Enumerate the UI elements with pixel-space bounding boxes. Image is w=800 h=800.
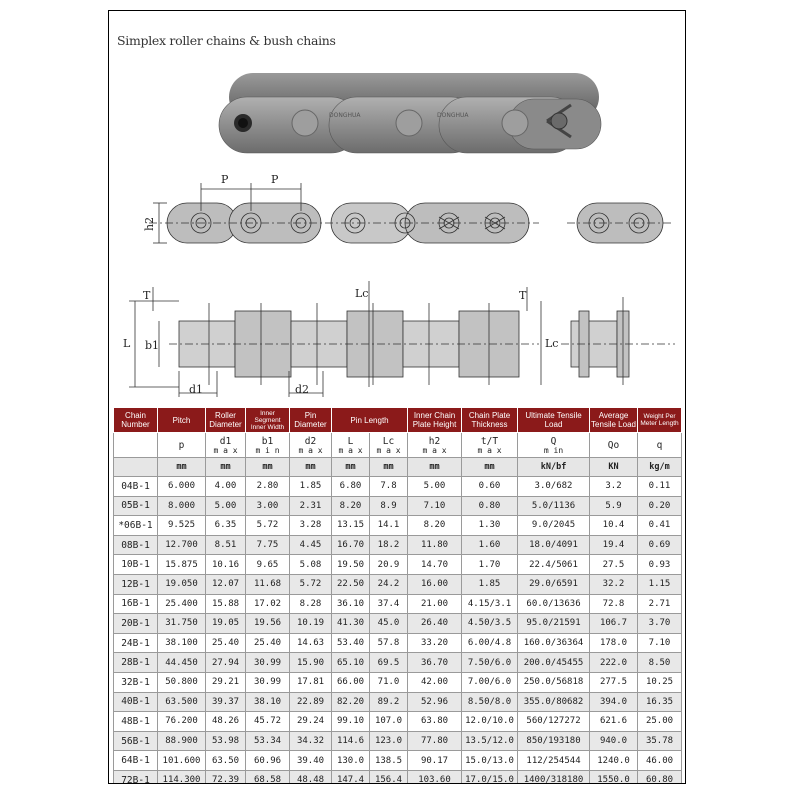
unit-cell: mm bbox=[158, 458, 206, 477]
chain-number-cell: 32B-1 bbox=[114, 672, 158, 692]
table-cell: 106.7 bbox=[590, 614, 638, 634]
table-row bbox=[114, 692, 682, 712]
table-cell: 30.99 bbox=[246, 653, 290, 673]
table-cell: 22.50 bbox=[332, 574, 370, 594]
table-cell: 11.80 bbox=[408, 535, 462, 555]
label-lc-mid: Lc bbox=[355, 287, 369, 300]
unit-cell: mm bbox=[370, 458, 408, 477]
unit-cell: KN bbox=[590, 458, 638, 477]
symbol-cell bbox=[332, 433, 370, 458]
table-cell: 1.15 bbox=[638, 574, 682, 594]
table-cell: 60.0/13636 bbox=[518, 594, 590, 614]
table-row bbox=[114, 477, 682, 497]
table-cell: 44.450 bbox=[158, 653, 206, 673]
table-cell: 22.4/5061 bbox=[518, 555, 590, 575]
label-d1: d1 bbox=[189, 383, 204, 396]
table-cell: 8.50/8.0 bbox=[462, 692, 518, 712]
table-cell: 38.10 bbox=[246, 692, 290, 712]
header-plate-height: Inner Chain Plate Height bbox=[408, 408, 462, 433]
table-cell: 63.80 bbox=[408, 712, 462, 732]
table-cell: 10.25 bbox=[638, 672, 682, 692]
table-cell: 3.0/682 bbox=[518, 477, 590, 497]
symbol-cell bbox=[290, 433, 332, 458]
table-cell: 6.80 bbox=[332, 477, 370, 497]
table-cell: 277.5 bbox=[590, 672, 638, 692]
table-cell: 17.81 bbox=[290, 672, 332, 692]
table-cell: 19.4 bbox=[590, 535, 638, 555]
table-cell: 5.72 bbox=[246, 516, 290, 536]
table-cell: 5.00 bbox=[206, 496, 246, 516]
table-cell: 29.24 bbox=[290, 712, 332, 732]
table-cell: 621.6 bbox=[590, 712, 638, 732]
table-cell: 19.05 bbox=[206, 614, 246, 634]
table-cell: 89.2 bbox=[370, 692, 408, 712]
table-cell: 13.5/12.0 bbox=[462, 731, 518, 751]
table-cell: 250.0/56818 bbox=[518, 672, 590, 692]
table-cell: 112/254544 bbox=[518, 751, 590, 771]
table-cell: 39.37 bbox=[206, 692, 246, 712]
table-cell: 940.0 bbox=[590, 731, 638, 751]
chain-number-cell: 56B-1 bbox=[114, 731, 158, 751]
header-weight: Weight Per Meter Length bbox=[638, 408, 682, 433]
table-cell: 123.0 bbox=[370, 731, 408, 751]
table-cell: 0.80 bbox=[462, 496, 518, 516]
table-cell: 160.0/36364 bbox=[518, 633, 590, 653]
table-cell: 3.28 bbox=[290, 516, 332, 536]
table-cell: 25.400 bbox=[158, 594, 206, 614]
table-cell: 5.9 bbox=[590, 496, 638, 516]
table-cell: 1.85 bbox=[462, 574, 518, 594]
table-cell: 52.96 bbox=[408, 692, 462, 712]
table-cell: 200.0/45455 bbox=[518, 653, 590, 673]
symbol-cell bbox=[370, 433, 408, 458]
table-cell: 6.00/4.8 bbox=[462, 633, 518, 653]
table-cell: 4.15/3.1 bbox=[462, 594, 518, 614]
table-cell: 31.750 bbox=[158, 614, 206, 634]
table-cell: 850/193180 bbox=[518, 731, 590, 751]
table-cell: 10.4 bbox=[590, 516, 638, 536]
symbol-text: q bbox=[656, 439, 663, 451]
symbol-text: Lc bbox=[382, 435, 395, 447]
table-cell: 8.28 bbox=[290, 594, 332, 614]
chain-number-cell: *06B-1 bbox=[114, 516, 158, 536]
symbol-subtext: m in bbox=[543, 445, 564, 455]
table-cell: 8.20 bbox=[332, 496, 370, 516]
table-cell: 1.70 bbox=[462, 555, 518, 575]
table-cell: 114.300 bbox=[158, 770, 206, 784]
table-cell: 36.70 bbox=[408, 653, 462, 673]
table-row bbox=[114, 614, 682, 634]
table-cell: 30.99 bbox=[246, 672, 290, 692]
table-cell: 15.875 bbox=[158, 555, 206, 575]
table-cell: 394.0 bbox=[590, 692, 638, 712]
unit-cell: kN/bf bbox=[518, 458, 590, 477]
table-cell: 147.4 bbox=[332, 770, 370, 784]
table-cell: 21.00 bbox=[408, 594, 462, 614]
table-cell: 45.0 bbox=[370, 614, 408, 634]
table-cell: 2.31 bbox=[290, 496, 332, 516]
table-row bbox=[114, 653, 682, 673]
table-cell: 76.200 bbox=[158, 712, 206, 732]
table-cell: 57.8 bbox=[370, 633, 408, 653]
table-cell: 5.0/1136 bbox=[518, 496, 590, 516]
table-cell: 14.70 bbox=[408, 555, 462, 575]
table-cell: 9.0/2045 bbox=[518, 516, 590, 536]
table-cell: 0.20 bbox=[638, 496, 682, 516]
symbol-cell bbox=[518, 433, 590, 458]
table-cell: 20.9 bbox=[370, 555, 408, 575]
table-cell: 130.0 bbox=[332, 751, 370, 771]
symbol-subtext: m a x bbox=[338, 445, 363, 455]
table-cell: 33.20 bbox=[408, 633, 462, 653]
table-cell: 156.4 bbox=[370, 770, 408, 784]
table-cell: 50.800 bbox=[158, 672, 206, 692]
symbol-subtext: m a x bbox=[298, 445, 323, 455]
table-cell: 178.0 bbox=[590, 633, 638, 653]
symbol-subtext: m i n bbox=[255, 445, 280, 455]
label-d2: d2 bbox=[295, 383, 310, 396]
table-cell: 8.9 bbox=[370, 496, 408, 516]
table-row bbox=[114, 731, 682, 751]
technical-drawing bbox=[109, 171, 685, 407]
label-L: L bbox=[123, 337, 131, 350]
header-chain-number: Chain Number bbox=[114, 408, 158, 433]
symbol-text: Qo bbox=[607, 439, 620, 451]
symbol-cell bbox=[206, 433, 246, 458]
table-cell: 37.4 bbox=[370, 594, 408, 614]
chain-number-cell: 64B-1 bbox=[114, 751, 158, 771]
table-cell: 17.0/15.0 bbox=[462, 770, 518, 784]
table-cell: 15.88 bbox=[206, 594, 246, 614]
table-cell: 66.00 bbox=[332, 672, 370, 692]
svg-text:DONGHUA: DONGHUA bbox=[329, 112, 361, 119]
table-cell: 18.2 bbox=[370, 535, 408, 555]
table-cell: 10.16 bbox=[206, 555, 246, 575]
table-cell: 14.63 bbox=[290, 633, 332, 653]
unit-row bbox=[114, 458, 682, 477]
symbol-text: b1 bbox=[261, 435, 274, 447]
table-row bbox=[114, 633, 682, 653]
table-row bbox=[114, 672, 682, 692]
table-cell: 0.93 bbox=[638, 555, 682, 575]
table-row bbox=[114, 574, 682, 594]
unit-cell: mm bbox=[332, 458, 370, 477]
label-b1: b1 bbox=[145, 339, 160, 352]
table-cell: 7.8 bbox=[370, 477, 408, 497]
chain-number-cell: 24B-1 bbox=[114, 633, 158, 653]
table-cell: 63.500 bbox=[158, 692, 206, 712]
symbol-cell bbox=[246, 433, 290, 458]
table-cell: 6.35 bbox=[206, 516, 246, 536]
table-cell: 7.75 bbox=[246, 535, 290, 555]
table-cell: 25.40 bbox=[246, 633, 290, 653]
table-row bbox=[114, 712, 682, 732]
unit-cell: mm bbox=[290, 458, 332, 477]
chain-number-cell: 10B-1 bbox=[114, 555, 158, 575]
table-cell: 95.0/21591 bbox=[518, 614, 590, 634]
chain-number-cell: 72B-1 bbox=[114, 770, 158, 784]
table-cell: 25.00 bbox=[638, 712, 682, 732]
table-cell: 7.10 bbox=[638, 633, 682, 653]
table-cell: 39.40 bbox=[290, 751, 332, 771]
table-cell: 15.90 bbox=[290, 653, 332, 673]
table-cell: 27.5 bbox=[590, 555, 638, 575]
header-pin-length: Pin Length bbox=[332, 408, 408, 433]
table-cell: 16.35 bbox=[638, 692, 682, 712]
chain-number-cell: 16B-1 bbox=[114, 594, 158, 614]
unit-cell: kg/m bbox=[638, 458, 682, 477]
symbol-text: L bbox=[347, 435, 354, 447]
table-cell: 88.900 bbox=[158, 731, 206, 751]
unit-cell: mm bbox=[462, 458, 518, 477]
table-cell: 7.10 bbox=[408, 496, 462, 516]
table-cell: 10.19 bbox=[290, 614, 332, 634]
table-cell: 8.50 bbox=[638, 653, 682, 673]
symbol-cell bbox=[462, 433, 518, 458]
symbol-text: p bbox=[178, 439, 185, 451]
symbol-text: d2 bbox=[304, 435, 317, 447]
symbol-text: t/T bbox=[480, 435, 499, 447]
symbol-text: Q bbox=[550, 435, 557, 447]
chain-number-cell: 12B-1 bbox=[114, 574, 158, 594]
header-pin-diameter: Pin Diameter bbox=[290, 408, 332, 433]
chain-number-cell: 20B-1 bbox=[114, 614, 158, 634]
table-cell: 0.11 bbox=[638, 477, 682, 497]
header-row bbox=[114, 408, 682, 433]
table-cell: 32.2 bbox=[590, 574, 638, 594]
label-t-left: T bbox=[143, 289, 151, 302]
table-cell: 72.39 bbox=[206, 770, 246, 784]
table-cell: 77.80 bbox=[408, 731, 462, 751]
table-cell: 12.07 bbox=[206, 574, 246, 594]
table-cell: 71.0 bbox=[370, 672, 408, 692]
table-cell: 53.98 bbox=[206, 731, 246, 751]
table-row bbox=[114, 516, 682, 536]
table-cell: 12.0/10.0 bbox=[462, 712, 518, 732]
table-cell: 4.00 bbox=[206, 477, 246, 497]
table-cell: 72.8 bbox=[590, 594, 638, 614]
table-cell: 69.5 bbox=[370, 653, 408, 673]
label-lc-right: Lc bbox=[545, 337, 559, 350]
table-cell: 65.10 bbox=[332, 653, 370, 673]
header-ultimate-load: Ultimate Tensile Load bbox=[518, 408, 590, 433]
symbol-cell bbox=[158, 433, 206, 458]
symbol-subtext: m a x bbox=[422, 445, 447, 455]
table-cell: 16.70 bbox=[332, 535, 370, 555]
table-cell: 1.60 bbox=[462, 535, 518, 555]
header-roller-diameter: Roller Diameter bbox=[206, 408, 246, 433]
symbol-cell-empty bbox=[114, 433, 158, 458]
table-cell: 9.525 bbox=[158, 516, 206, 536]
table-row bbox=[114, 751, 682, 771]
table-cell: 5.00 bbox=[408, 477, 462, 497]
table-cell: 7.50/6.0 bbox=[462, 653, 518, 673]
table-cell: 53.34 bbox=[246, 731, 290, 751]
header-inner-width: Inner Segment Inner Width bbox=[246, 408, 290, 433]
table-cell: 3.2 bbox=[590, 477, 638, 497]
table-cell: 38.100 bbox=[158, 633, 206, 653]
symbol-subtext: m a x bbox=[213, 445, 238, 455]
unit-cell: mm bbox=[206, 458, 246, 477]
table-cell: 35.78 bbox=[638, 731, 682, 751]
chain-number-cell: 40B-1 bbox=[114, 692, 158, 712]
table-cell: 53.40 bbox=[332, 633, 370, 653]
table-cell: 22.89 bbox=[290, 692, 332, 712]
table-cell: 6.000 bbox=[158, 477, 206, 497]
label-pitch-1: P bbox=[221, 173, 229, 186]
table-cell: 5.08 bbox=[290, 555, 332, 575]
table-cell: 0.41 bbox=[638, 516, 682, 536]
chain-number-cell: 28B-1 bbox=[114, 653, 158, 673]
table-cell: 3.00 bbox=[246, 496, 290, 516]
table-row bbox=[114, 770, 682, 784]
table-cell: 36.10 bbox=[332, 594, 370, 614]
table-cell: 34.32 bbox=[290, 731, 332, 751]
table-row bbox=[114, 594, 682, 614]
table-cell: 1.85 bbox=[290, 477, 332, 497]
symbol-text: d1 bbox=[219, 435, 232, 447]
table-cell: 4.50/3.5 bbox=[462, 614, 518, 634]
table-cell: 15.0/13.0 bbox=[462, 751, 518, 771]
table-cell: 63.50 bbox=[206, 751, 246, 771]
table-cell: 138.5 bbox=[370, 751, 408, 771]
table-row bbox=[114, 555, 682, 575]
table-cell: 0.60 bbox=[462, 477, 518, 497]
table-cell: 12.700 bbox=[158, 535, 206, 555]
chain-photo bbox=[209, 61, 609, 171]
unit-cell: mm bbox=[246, 458, 290, 477]
table-cell: 60.80 bbox=[638, 770, 682, 784]
table-cell: 560/127272 bbox=[518, 712, 590, 732]
table-row bbox=[114, 496, 682, 516]
table-cell: 114.6 bbox=[332, 731, 370, 751]
table-cell: 1240.0 bbox=[590, 751, 638, 771]
symbol-row bbox=[114, 433, 682, 458]
table-cell: 48.26 bbox=[206, 712, 246, 732]
table-cell: 82.20 bbox=[332, 692, 370, 712]
table-cell: 222.0 bbox=[590, 653, 638, 673]
table-cell: 13.15 bbox=[332, 516, 370, 536]
table-cell: 29.21 bbox=[206, 672, 246, 692]
header-plate-thickness: Chain Plate Thickness bbox=[462, 408, 518, 433]
table-cell: 3.70 bbox=[638, 614, 682, 634]
table-cell: 19.50 bbox=[332, 555, 370, 575]
page-title: Simplex roller chains & bush chains bbox=[117, 33, 336, 48]
chain-number-cell: 05B-1 bbox=[114, 496, 158, 516]
table-cell: 90.17 bbox=[408, 751, 462, 771]
table-cell: 103.60 bbox=[408, 770, 462, 784]
symbol-cell bbox=[408, 433, 462, 458]
table-cell: 16.00 bbox=[408, 574, 462, 594]
label-pitch-2: P bbox=[271, 173, 279, 186]
unit-cell: mm bbox=[408, 458, 462, 477]
table-cell: 99.10 bbox=[332, 712, 370, 732]
table-cell: 29.0/6591 bbox=[518, 574, 590, 594]
chain-number-cell: 08B-1 bbox=[114, 535, 158, 555]
symbol-cell bbox=[590, 433, 638, 458]
table-cell: 41.30 bbox=[332, 614, 370, 634]
table-cell: 45.72 bbox=[246, 712, 290, 732]
table-cell: 1400/318180 bbox=[518, 770, 590, 784]
symbol-subtext: m a x bbox=[376, 445, 401, 455]
table-cell: 9.65 bbox=[246, 555, 290, 575]
table-cell: 42.00 bbox=[408, 672, 462, 692]
svg-text:DONGHUA: DONGHUA bbox=[437, 112, 469, 119]
table-cell: 1550.0 bbox=[590, 770, 638, 784]
table-cell: 46.00 bbox=[638, 751, 682, 771]
spec-table bbox=[113, 407, 682, 784]
table-cell: 8.000 bbox=[158, 496, 206, 516]
table-cell: 5.72 bbox=[290, 574, 332, 594]
table-cell: 2.80 bbox=[246, 477, 290, 497]
table-cell: 24.2 bbox=[370, 574, 408, 594]
unit-cell-empty bbox=[114, 458, 158, 477]
table-cell: 19.050 bbox=[158, 574, 206, 594]
table-cell: 355.0/80682 bbox=[518, 692, 590, 712]
table-cell: 4.45 bbox=[290, 535, 332, 555]
table-cell: 107.0 bbox=[370, 712, 408, 732]
symbol-subtext: m a x bbox=[477, 445, 502, 455]
table-cell: 7.00/6.0 bbox=[462, 672, 518, 692]
symbol-text: h2 bbox=[428, 435, 441, 447]
table-cell: 27.94 bbox=[206, 653, 246, 673]
table-cell: 8.51 bbox=[206, 535, 246, 555]
table-cell: 60.96 bbox=[246, 751, 290, 771]
chain-number-cell: 04B-1 bbox=[114, 477, 158, 497]
spec-sheet-frame bbox=[108, 10, 686, 784]
label-h2: h2 bbox=[143, 216, 156, 231]
table-cell: 19.56 bbox=[246, 614, 290, 634]
header-average-load: Average Tensile Load bbox=[590, 408, 638, 433]
table-cell: 25.40 bbox=[206, 633, 246, 653]
table-cell: 18.0/4091 bbox=[518, 535, 590, 555]
table-cell: 68.58 bbox=[246, 770, 290, 784]
table-cell: 8.20 bbox=[408, 516, 462, 536]
symbol-cell bbox=[638, 433, 682, 458]
table-cell: 101.600 bbox=[158, 751, 206, 771]
chain-number-cell: 48B-1 bbox=[114, 712, 158, 732]
table-cell: 2.71 bbox=[638, 594, 682, 614]
table-cell: 1.30 bbox=[462, 516, 518, 536]
table-row bbox=[114, 535, 682, 555]
label-t-right: T bbox=[519, 289, 527, 302]
table-cell: 0.69 bbox=[638, 535, 682, 555]
table-cell: 17.02 bbox=[246, 594, 290, 614]
table-cell: 26.40 bbox=[408, 614, 462, 634]
table-cell: 11.68 bbox=[246, 574, 290, 594]
table-cell: 14.1 bbox=[370, 516, 408, 536]
table-cell: 48.48 bbox=[290, 770, 332, 784]
header-pitch: Pitch bbox=[158, 408, 206, 433]
